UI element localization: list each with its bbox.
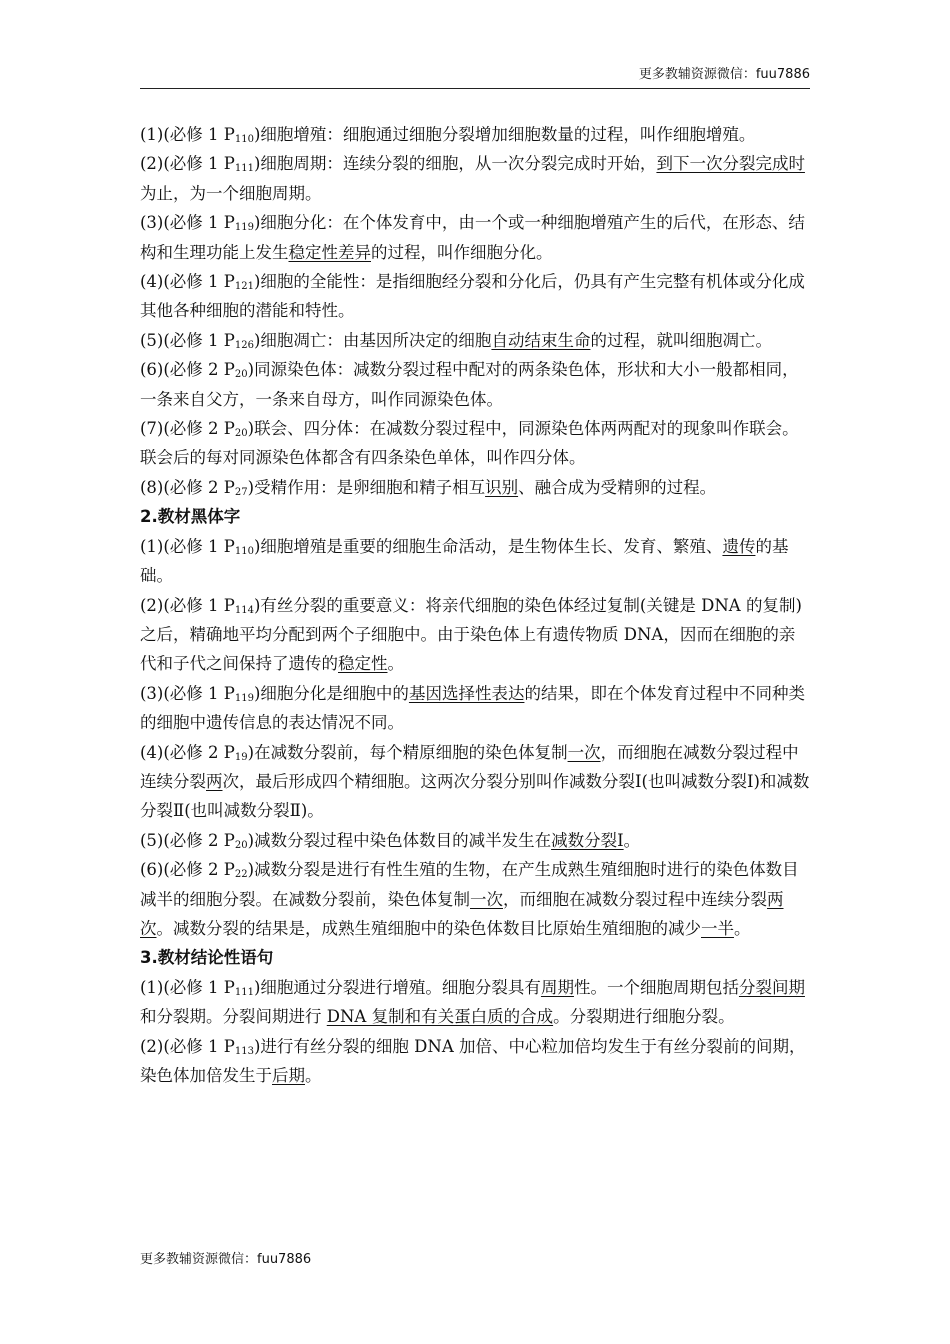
- underlined-answer: 稳定性差异: [288, 242, 371, 262]
- text-segment: ，而细胞在减数分裂过程中连续分裂: [503, 889, 767, 909]
- text-segment: 次，最后形成四个精细胞。这两次分裂分别叫作减数分裂Ⅰ(也叫减数分裂Ⅰ)和减数分裂Ⅱ(也叫减数分裂Ⅱ)。: [140, 771, 810, 821]
- text-segment: )细胞凋亡：由基因所决定的细胞: [254, 330, 492, 350]
- underlined-answer: 两: [206, 771, 223, 791]
- page-subscript: 20: [234, 839, 248, 851]
- document-body: [140, 120, 810, 1090]
- page-subscript: 111: [234, 163, 254, 175]
- page-subscript: 110: [234, 134, 254, 145]
- underlined-answer: DNA 复制和有关蛋白质的合成: [326, 1007, 554, 1027]
- text-segment: )联会、四分体：在减数分裂过程中，同源染色体两两配对的现象叫作联会。联会后的每对同源染色体都含有四条染色单体，叫作四分体。: [140, 419, 799, 468]
- text-segment: 。减数分裂的结果是，成熟生殖细胞中的染色体数目比原始生殖细胞的减少: [156, 918, 701, 938]
- text-segment: 2.教材黑体字: [140, 507, 241, 527]
- text-segment: (7)(必修 2 P: [140, 419, 235, 439]
- section-heading: [140, 943, 810, 972]
- text-segment: (3)(必修 1 P: [140, 213, 235, 233]
- text-segment: (5)(必修 2 P: [140, 830, 235, 850]
- text-segment: 。: [734, 918, 751, 938]
- page-subscript: 119: [234, 222, 254, 234]
- text-segment: 。: [387, 654, 404, 674]
- header-text: 更多教辅资源微信：fuu7886: [638, 67, 810, 82]
- text-segment: (6)(必修 2 P: [140, 360, 235, 380]
- text-segment: )细胞增殖是重要的细胞生命活动，是生物体生长、发育、繁殖、: [254, 536, 723, 556]
- text-segment: )细胞周期：连续分裂的细胞，从一次分裂完成时开始，: [254, 154, 657, 174]
- paragraph: [140, 120, 810, 149]
- paragraph: [140, 326, 810, 355]
- text-segment: )细胞分化：在个体发育中，由一个或一种细胞增殖产生的后代，在形态、结构和生理功能上发生: [140, 213, 805, 262]
- text-segment: 的过程，叫作细胞分化。: [371, 242, 553, 262]
- paragraph: [140, 738, 810, 826]
- text-segment: )细胞分化是细胞中的: [254, 683, 409, 703]
- text-segment: 。: [305, 1066, 322, 1085]
- paragraph: [140, 267, 810, 326]
- paragraph: [140, 414, 810, 473]
- page-subscript: 22: [234, 869, 248, 881]
- paragraph: [140, 355, 810, 414]
- page-subscript: 20: [234, 428, 248, 440]
- paragraph: [140, 855, 810, 943]
- text-segment: 为止，为一个细胞周期。: [140, 183, 322, 203]
- text-segment: 。分裂期进行细胞分裂。: [553, 1007, 735, 1027]
- underlined-answer: 识别: [485, 477, 519, 497]
- underlined-answer: 稳定性: [338, 654, 388, 674]
- page-subscript: 27: [234, 486, 248, 498]
- text-segment: 性。一个细胞周期包括: [573, 977, 739, 997]
- text-segment: (6)(必修 2 P: [140, 860, 235, 880]
- text-segment: )细胞增殖：细胞通过细胞分裂增加细胞数量的过程，叫作细胞增殖。: [254, 125, 756, 144]
- page-subscript: 119: [234, 692, 254, 704]
- text-segment: (2)(必修 1 P: [140, 595, 235, 615]
- underlined-answer: 自动结束生命: [491, 330, 591, 350]
- paragraph: [140, 208, 810, 267]
- underlined-answer: 分裂间期: [738, 977, 805, 997]
- text-segment: (1)(必修 1 P: [140, 536, 235, 556]
- text-segment: 的结果，即在个体发育过程中不同种类的细胞中遗传信息的表达情况不同。: [140, 683, 805, 733]
- text-segment: (2)(必修 1 P: [140, 1036, 235, 1056]
- text-segment: )在减数分裂前，每个精原细胞的染色体复制: [247, 742, 568, 762]
- page-header: [140, 62, 810, 89]
- text-segment: 3.教材结论性语句: [140, 948, 274, 968]
- text-segment: 、融合成为受精卵的过程。: [518, 477, 717, 497]
- text-segment: 和分裂期。分裂间期进行: [140, 1007, 327, 1027]
- underlined-answer: 一次: [470, 889, 503, 909]
- page-subscript: 126: [234, 339, 254, 351]
- paragraph: [140, 1032, 810, 1091]
- page-subscript: 111: [234, 986, 254, 998]
- page-footer: 更多教辅资源微信：fuu7886: [140, 1252, 312, 1267]
- text-segment: (1)(必修 1 P: [140, 977, 235, 997]
- text-segment: )减数分裂过程中染色体数目的减半发生在: [247, 830, 552, 850]
- text-segment: (8)(必修 2 P: [140, 477, 235, 497]
- text-segment: )进行有丝分裂的细胞 DNA 加倍、中心粒加倍均发生于有丝分裂前的间期，染色体加倍发生于: [140, 1036, 806, 1085]
- text-segment: )减数分裂是进行有性生殖的生物，在产生成熟生殖细胞时进行的染色体数目减半的细胞分裂。在减数分裂前，染色体复制: [140, 860, 799, 909]
- text-segment: (5)(必修 1 P: [140, 330, 235, 350]
- underlined-answer: 到下一次分裂完成时: [656, 154, 805, 174]
- paragraph: [140, 532, 810, 591]
- text-segment: )受精作用：是卵细胞和精子相互: [247, 477, 486, 497]
- paragraph: [140, 591, 810, 679]
- text-segment: ，而细胞在减数分裂过程中连续分裂: [140, 742, 799, 791]
- text-segment: 的过程，就叫细胞凋亡。: [590, 330, 772, 350]
- underlined-answer: 一半: [701, 918, 734, 938]
- page-subscript: 121: [234, 281, 254, 293]
- paragraph: [140, 973, 810, 1032]
- underlined-answer: 遗传: [722, 536, 756, 556]
- page-subscript: 110: [234, 545, 254, 557]
- paragraph: [140, 473, 810, 502]
- underlined-answer: 减数分裂Ⅰ: [551, 830, 624, 850]
- text-segment: )细胞的全能性：是指细胞经分裂和分化后，仍具有产生完整有机体或分化成其他各种细胞的潜能和特性。: [140, 272, 805, 321]
- page-subscript: 19: [234, 751, 248, 763]
- underlined-answer: 后期: [272, 1066, 305, 1085]
- page-subscript: 114: [234, 604, 254, 616]
- underlined-answer: 基因选择性表达: [408, 683, 525, 703]
- underlined-answer: 两次: [140, 889, 784, 938]
- text-segment: )有丝分裂的重要意义：将亲代细胞的染色体经过复制(关键是 DNA 的复制)之后，精确地平均分配到两个子细胞中。由于染色体上有遗传物质 DNA，因而在细胞的亲代和子代之间保持了遗传的: [140, 595, 802, 674]
- text-segment: 的基础。: [140, 536, 789, 586]
- underlined-answer: 一次: [567, 742, 601, 762]
- paragraph: [140, 826, 810, 855]
- page-subscript: 113: [234, 1045, 254, 1057]
- text-segment: (2)(必修 1 P: [140, 154, 235, 174]
- text-segment: (1)(必修 1 P: [140, 125, 235, 144]
- underlined-answer: 周期: [540, 977, 574, 997]
- section-heading: [140, 502, 810, 531]
- text-segment: (4)(必修 1 P: [140, 272, 235, 292]
- text-segment: (3)(必修 1 P: [140, 683, 235, 703]
- text-segment: (4)(必修 2 P: [140, 742, 235, 762]
- text-segment: 。: [623, 830, 641, 850]
- text-segment: )同源染色体：减数分裂过程中配对的两条染色体，形状和大小一般都相同，一条来自父方，一条来自母方，叫作同源染色体。: [140, 360, 799, 409]
- paragraph: [140, 679, 810, 738]
- text-segment: )细胞通过分裂进行增殖。细胞分裂具有: [254, 977, 541, 997]
- paragraph: [140, 149, 810, 208]
- page-subscript: 20: [234, 369, 248, 381]
